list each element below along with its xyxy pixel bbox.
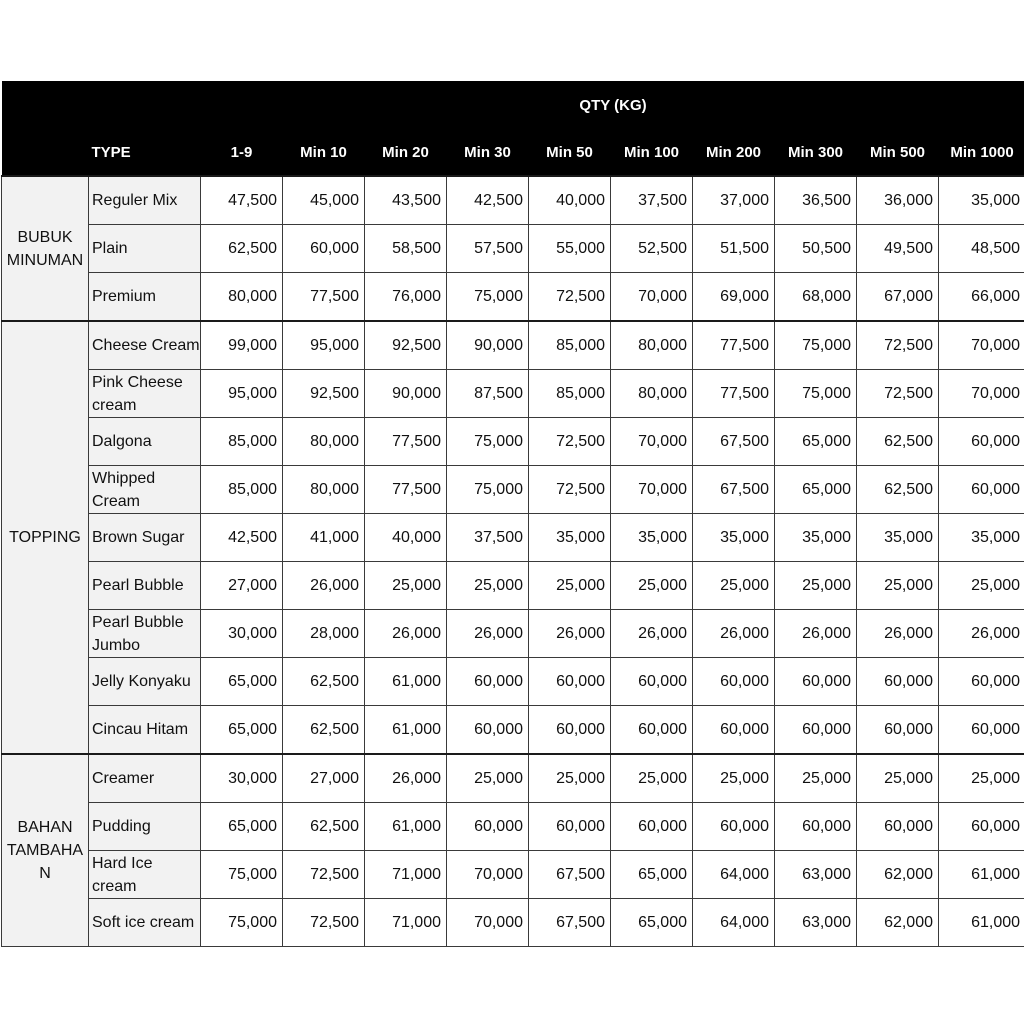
price-cell: 61,000 [365, 658, 447, 706]
price-cell: 68,000 [775, 273, 857, 322]
qty-header: QTY (KG) [201, 81, 1024, 129]
price-cell: 60,000 [775, 706, 857, 755]
table-row [2, 225, 1024, 273]
price-cell: 60,000 [447, 803, 529, 851]
price-cell: 25,000 [611, 754, 693, 803]
table-row [2, 466, 1024, 514]
price-cell: 47,500 [201, 176, 283, 225]
qty-column-header: Min 500 [857, 129, 939, 176]
price-cell: 72,500 [529, 273, 611, 322]
product-type-cell: Brown Sugar [89, 514, 201, 562]
price-cell: 26,000 [365, 754, 447, 803]
price-cell: 40,000 [529, 176, 611, 225]
qty-column-header: Min 30 [447, 129, 529, 176]
price-cell: 75,000 [447, 273, 529, 322]
price-cell: 62,500 [857, 466, 939, 514]
header-qty-row [2, 81, 1024, 129]
price-cell: 60,000 [939, 418, 1024, 466]
header-group-blank [2, 129, 89, 176]
price-cell: 80,000 [283, 418, 365, 466]
price-cell: 72,500 [529, 466, 611, 514]
price-cell: 37,500 [611, 176, 693, 225]
price-cell: 25,000 [693, 754, 775, 803]
price-cell: 75,000 [201, 899, 283, 947]
price-cell: 25,000 [857, 754, 939, 803]
table-row [2, 899, 1024, 947]
price-cell: 52,500 [611, 225, 693, 273]
price-cell: 45,000 [283, 176, 365, 225]
product-type-cell: Pudding [89, 803, 201, 851]
price-cell: 60,000 [611, 706, 693, 755]
price-cell: 25,000 [775, 562, 857, 610]
header-blank-cell [2, 81, 201, 129]
price-cell: 60,000 [939, 706, 1024, 755]
price-cell: 80,000 [201, 273, 283, 322]
table-row [2, 658, 1024, 706]
price-cell: 26,000 [447, 610, 529, 658]
product-type-cell: Premium [89, 273, 201, 322]
price-cell: 60,000 [529, 803, 611, 851]
price-cell: 41,000 [283, 514, 365, 562]
price-cell: 85,000 [201, 466, 283, 514]
price-cell: 62,500 [283, 803, 365, 851]
group-label: BUBUK MINUMAN [2, 176, 89, 321]
price-cell: 67,500 [529, 851, 611, 899]
price-cell: 63,000 [775, 899, 857, 947]
price-cell: 60,000 [857, 706, 939, 755]
price-cell: 62,500 [283, 658, 365, 706]
group-label: BAHAN TAMBAHA N [2, 754, 89, 947]
price-cell: 60,000 [939, 466, 1024, 514]
price-cell: 60,000 [939, 803, 1024, 851]
price-cell: 51,500 [693, 225, 775, 273]
price-cell: 55,000 [529, 225, 611, 273]
price-cell: 75,000 [201, 851, 283, 899]
price-cell: 75,000 [447, 418, 529, 466]
price-cell: 25,000 [529, 562, 611, 610]
price-cell: 77,500 [693, 321, 775, 370]
price-cell: 26,000 [939, 610, 1024, 658]
product-type-cell: Soft ice cream [89, 899, 201, 947]
price-cell: 25,000 [775, 754, 857, 803]
product-type-cell: Hard Ice cream [89, 851, 201, 899]
price-cell: 49,500 [857, 225, 939, 273]
price-cell: 30,000 [201, 754, 283, 803]
price-cell: 65,000 [611, 899, 693, 947]
price-cell: 99,000 [201, 321, 283, 370]
price-cell: 60,000 [693, 803, 775, 851]
price-cell: 65,000 [775, 466, 857, 514]
price-cell: 70,000 [447, 851, 529, 899]
price-cell: 62,500 [201, 225, 283, 273]
table-row [2, 706, 1024, 755]
qty-column-header: Min 100 [611, 129, 693, 176]
product-type-cell: Plain [89, 225, 201, 273]
price-cell: 25,000 [447, 754, 529, 803]
price-cell: 61,000 [939, 899, 1024, 947]
table-row [2, 851, 1024, 899]
product-type-cell: Pink Cheese cream [89, 370, 201, 418]
price-cell: 40,000 [365, 514, 447, 562]
table-row [2, 754, 1024, 803]
price-cell: 25,000 [365, 562, 447, 610]
price-cell: 26,000 [365, 610, 447, 658]
table-body [2, 176, 1024, 947]
table-row [2, 176, 1024, 225]
product-type-cell: Whipped Cream [89, 466, 201, 514]
price-cell: 60,000 [529, 658, 611, 706]
price-cell: 61,000 [365, 706, 447, 755]
price-cell: 26,000 [775, 610, 857, 658]
qty-column-header: Min 1000 [939, 129, 1024, 176]
price-cell: 92,500 [365, 321, 447, 370]
price-cell: 36,000 [857, 176, 939, 225]
price-cell: 25,000 [611, 562, 693, 610]
price-cell: 35,000 [611, 514, 693, 562]
price-cell: 77,500 [365, 418, 447, 466]
qty-column-header: Min 20 [365, 129, 447, 176]
qty-column-header: Min 10 [283, 129, 365, 176]
price-cell: 26,000 [283, 562, 365, 610]
price-cell: 35,000 [775, 514, 857, 562]
table-row [2, 418, 1024, 466]
price-cell: 60,000 [857, 658, 939, 706]
price-cell: 26,000 [529, 610, 611, 658]
price-cell: 26,000 [857, 610, 939, 658]
price-cell: 58,500 [365, 225, 447, 273]
qty-column-header: Min 300 [775, 129, 857, 176]
product-type-cell: Creamer [89, 754, 201, 803]
table-row [2, 514, 1024, 562]
price-cell: 63,000 [775, 851, 857, 899]
price-cell: 67,500 [693, 466, 775, 514]
price-cell: 65,000 [775, 418, 857, 466]
price-cell: 42,500 [447, 176, 529, 225]
price-cell: 62,500 [857, 418, 939, 466]
price-cell: 95,000 [283, 321, 365, 370]
price-cell: 66,000 [939, 273, 1024, 322]
price-cell: 90,000 [447, 321, 529, 370]
qty-column-header: Min 200 [693, 129, 775, 176]
price-cell: 76,000 [365, 273, 447, 322]
price-cell: 28,000 [283, 610, 365, 658]
price-cell: 35,000 [857, 514, 939, 562]
price-cell: 60,000 [693, 658, 775, 706]
price-cell: 72,500 [283, 851, 365, 899]
qty-column-header: 1-9 [201, 129, 283, 176]
table-row [2, 370, 1024, 418]
price-cell: 60,000 [283, 225, 365, 273]
price-cell: 80,000 [611, 321, 693, 370]
table-row [2, 803, 1024, 851]
price-cell: 60,000 [857, 803, 939, 851]
price-cell: 75,000 [775, 370, 857, 418]
price-cell: 64,000 [693, 851, 775, 899]
product-type-cell: Cincau Hitam [89, 706, 201, 755]
price-cell: 60,000 [447, 658, 529, 706]
price-cell: 25,000 [939, 562, 1024, 610]
price-cell: 65,000 [201, 706, 283, 755]
price-cell: 27,000 [201, 562, 283, 610]
price-cell: 75,000 [447, 466, 529, 514]
price-cell: 72,500 [857, 321, 939, 370]
price-cell: 36,500 [775, 176, 857, 225]
price-cell: 35,000 [939, 176, 1024, 225]
price-cell: 70,000 [611, 466, 693, 514]
price-cell: 67,000 [857, 273, 939, 322]
price-cell: 25,000 [857, 562, 939, 610]
price-cell: 72,500 [857, 370, 939, 418]
price-cell: 37,500 [447, 514, 529, 562]
price-cell: 60,000 [447, 706, 529, 755]
price-cell: 71,000 [365, 851, 447, 899]
price-cell: 60,000 [611, 803, 693, 851]
price-cell: 25,000 [939, 754, 1024, 803]
price-cell: 60,000 [611, 658, 693, 706]
price-cell: 26,000 [611, 610, 693, 658]
product-type-cell: Cheese Cream [89, 321, 201, 370]
price-cell: 80,000 [611, 370, 693, 418]
price-cell: 77,500 [693, 370, 775, 418]
price-cell: 92,500 [283, 370, 365, 418]
price-cell: 43,500 [365, 176, 447, 225]
price-cell: 37,000 [693, 176, 775, 225]
price-cell: 61,000 [939, 851, 1024, 899]
price-cell: 65,000 [201, 803, 283, 851]
price-cell: 65,000 [201, 658, 283, 706]
price-cell: 60,000 [693, 706, 775, 755]
price-cell: 35,000 [939, 514, 1024, 562]
table-row [2, 562, 1024, 610]
price-cell: 70,000 [611, 418, 693, 466]
price-cell: 87,500 [447, 370, 529, 418]
type-header: TYPE [89, 129, 201, 176]
price-cell: 57,500 [447, 225, 529, 273]
price-cell: 85,000 [201, 418, 283, 466]
price-table [1, 81, 1024, 947]
price-table-sheet [1, 81, 1023, 947]
table-row [2, 321, 1024, 370]
price-cell: 69,000 [693, 273, 775, 322]
price-cell: 64,000 [693, 899, 775, 947]
price-cell: 67,500 [529, 899, 611, 947]
product-type-cell: Jelly Konyaku [89, 658, 201, 706]
price-cell: 95,000 [201, 370, 283, 418]
price-cell: 60,000 [939, 658, 1024, 706]
table-row [2, 273, 1024, 322]
price-cell: 48,500 [939, 225, 1024, 273]
price-cell: 42,500 [201, 514, 283, 562]
price-cell: 70,000 [447, 899, 529, 947]
price-cell: 85,000 [529, 370, 611, 418]
product-type-cell: Dalgona [89, 418, 201, 466]
price-cell: 77,500 [365, 466, 447, 514]
price-cell: 72,500 [529, 418, 611, 466]
price-cell: 80,000 [283, 466, 365, 514]
product-type-cell: Pearl Bubble [89, 562, 201, 610]
price-cell: 60,000 [775, 658, 857, 706]
product-type-cell: Pearl Bubble Jumbo [89, 610, 201, 658]
table-row [2, 610, 1024, 658]
price-cell: 65,000 [611, 851, 693, 899]
price-cell: 70,000 [939, 321, 1024, 370]
price-cell: 35,000 [693, 514, 775, 562]
price-cell: 30,000 [201, 610, 283, 658]
price-cell: 62,000 [857, 851, 939, 899]
price-cell: 85,000 [529, 321, 611, 370]
price-cell: 62,500 [283, 706, 365, 755]
price-cell: 67,500 [693, 418, 775, 466]
price-cell: 61,000 [365, 803, 447, 851]
product-type-cell: Reguler Mix [89, 176, 201, 225]
price-cell: 71,000 [365, 899, 447, 947]
price-cell: 90,000 [365, 370, 447, 418]
price-cell: 60,000 [529, 706, 611, 755]
header-columns-row [2, 129, 1024, 176]
price-cell: 70,000 [611, 273, 693, 322]
qty-column-header: Min 50 [529, 129, 611, 176]
price-cell: 60,000 [775, 803, 857, 851]
price-cell: 27,000 [283, 754, 365, 803]
price-cell: 35,000 [529, 514, 611, 562]
price-cell: 77,500 [283, 273, 365, 322]
price-cell: 25,000 [693, 562, 775, 610]
price-cell: 72,500 [283, 899, 365, 947]
group-label: TOPPING [2, 321, 89, 754]
price-cell: 25,000 [447, 562, 529, 610]
price-cell: 62,000 [857, 899, 939, 947]
price-cell: 75,000 [775, 321, 857, 370]
price-cell: 50,500 [775, 225, 857, 273]
price-cell: 70,000 [939, 370, 1024, 418]
price-cell: 25,000 [529, 754, 611, 803]
price-cell: 26,000 [693, 610, 775, 658]
